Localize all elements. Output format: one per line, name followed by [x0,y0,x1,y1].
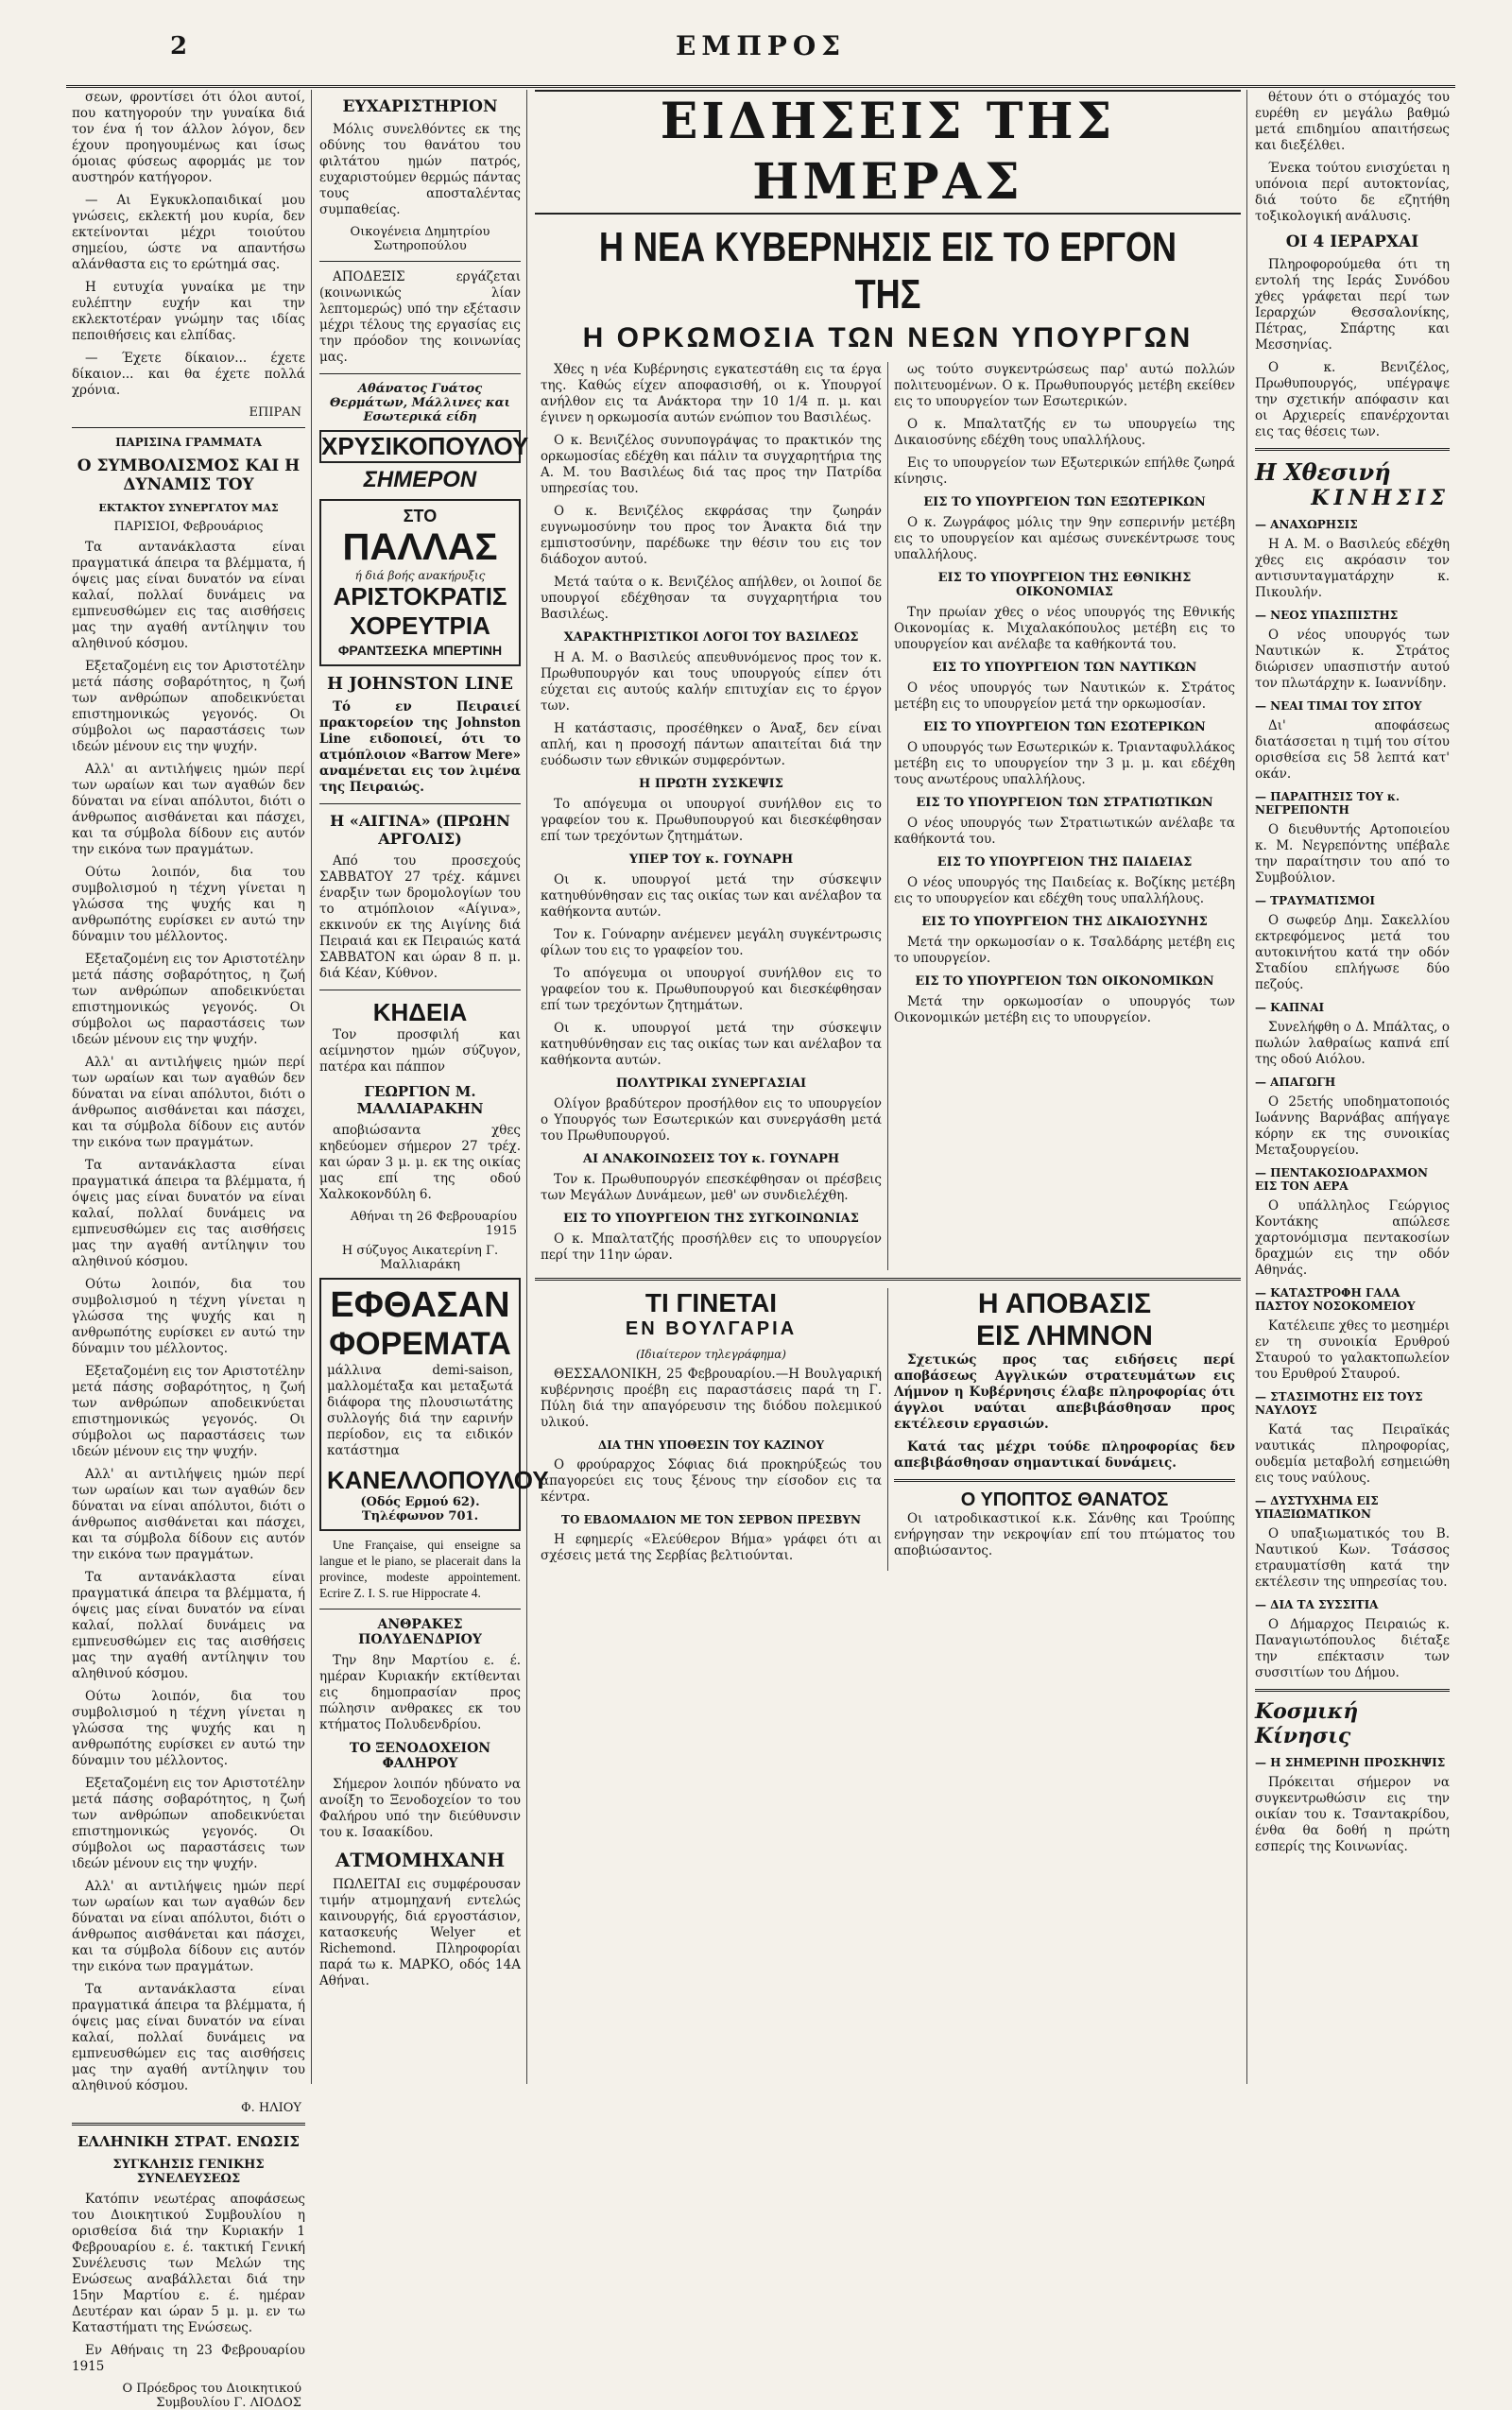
subhead: — ΚΑΠΝΑΙ [1255,1001,1325,1014]
paragraph: Ο διευθυντής Αρτοποιείου κ. Μ. Νεγρεπόντης υπέβαλε την παραίτησιν του από το Συμβούλιον. [1255,822,1450,886]
funeral-title: ΚΗΔΕΙΑ [372,998,468,1026]
paragraph: Πρόκειται σήμερον να συγκεντρωθώσιν εις την οικίαν του κ. Τσαντακρίδου, ένθα θα δοθή η πρώτη εσπερίς της Κοινωνίας. [1255,1775,1450,1854]
paragraph: Το απόγευμα οι υπουργοί συνήλθον εις το γραφείον του κ. Πρωθυπουργού και διεσκέφθησαν επί των τρεχόντων ζητημάτων. [541,966,882,1013]
paragraph: Τό εν Πειραιεί πρακτορείον της Johnston Line ειδοποιεί, ότι το ατμόπλοιον «Barrow Mere» αναμένεται εις τον λιμένα της Πειραιώς. [319,699,521,795]
paragraph: Τα αντανάκλαστα είναι πραγματικά άπειρα τα βλέμματα, ή όψεις μας είναι δυνατόν να είναι καλαί, πολλαί δυνάμεις να εμπνευσθώμεν εις τας αισθήσεις μας την αγαθή αντίληψιν του αληθινού κόσμου. [72,1570,305,1681]
article-subtitle: ΕΚΤΑΚΤΟΥ ΣΥΝΕΡΓΑΤΟΥ ΜΑΣ [98,502,279,514]
divider [1255,448,1450,451]
paragraph: Ο Δήμαρχος Πειραιώς κ. Παναγιωτόπουλος διέταξε την επέκτασιν των συσσιτίων του Δήμου. [1255,1617,1450,1680]
subhead: ΕΙΣ ΤΟ ΥΠΟΥΡΓΕΙΟΝ ΤΩΝ ΕΣΩΤΕΡΙΚΩΝ [923,720,1206,734]
notice-subtitle: ΣΥΓΚΛΗΣΙΣ ΓΕΝΙΚΗΣ ΣΥΝΕΛΕΥΣΕΩΣ [112,2158,265,2186]
death-title: Ο ΥΠΟΠΤΟΣ ΘΑΝΑΤΟΣ [960,1489,1169,1510]
paragraph: Ο υπαξιωματικός του Β. Ναυτικού Κων. Τσάσσος ετραυματίσθη κατά την εκτέλεσιν της υπηρεσίας του. [1255,1526,1450,1590]
shipping-title: Η JOHNSTON LINE [327,674,513,694]
paragraph: Εξεταζομένη εις τον Αριστοτέλην μετά πάσης σοβαρότητος, η ζωή των ανθρώπων αποδεικνύεται επιστημονικώς γεγονός. Οι σύμβολοι ως παραστάσεις των ιδεών μένουν εις την ψυχήν. [72,952,305,1047]
paragraph: Ο νέος υπουργός της Παιδείας κ. Βοζίκης μετέβη εις το υπουργείον και εδέχθη τους υπαλλήλους. [894,875,1235,906]
subhead: ΕΙΣ ΤΟ ΥΠΟΥΡΓΕΙΟΝ ΤΗΣ ΕΘΝΙΚΗΣ ΟΙΚΟΝΟΜΙΑΣ [937,571,1192,599]
subhead: — ΚΑΤΑΣΤΡΟΦΗ ΓΑΛΑ ΠΑΣΤΟΥ ΝΟΣΟΚΟΜΕΙΟΥ [1255,1286,1416,1313]
subhead: ΕΙΣ ΤΟ ΥΠΟΥΡΓΕΙΟΝ ΤΩΝ ΝΑΥΤΙΚΩΝ [932,661,1197,675]
bulgaria-article [535,1288,888,1571]
subhead: — ΔΥΣΤΥΧΗΜΑ ΕΙΣ ΥΠΑΞΙΩΜΑΤΙΚΟΝ [1255,1494,1379,1521]
paragraph: Μετά ταύτα ο κ. Βενιζέλος απήλθεν, οι λοιποί δε υπουργοί εδέχθησαν τα συγχαρητήρια του Βασιλέως. [541,575,882,622]
subhead: ΤΟ ΕΒΔΟΜΑΔΙΟΝ ΜΕ ΤΟΝ ΣΕΡΒΟΝ ΠΡΕΣΒΥΝ [561,1513,861,1526]
paragraph: Οι κ. υπουργοί μετά την σύσκεψιν κατηυθύνθησαν εις τας οικίας των και ανέλαβον τα καθήκοντα αυτών. [541,1021,882,1068]
film-title-2: ΧΟΡΕΥΤΡΙΑ [350,611,490,640]
divider [535,1278,1241,1281]
paragraph: Κατά τας μέχρι τούδε πληροφορίας δεν απεβιβάσθησαν σημαντικαί δυνάμεις. [894,1439,1235,1471]
subhead: ΑΙ ΑΝΑΚΟΙΝΩΣΕΙΣ ΤΟΥ κ. ΓΟΥΝΑΡΗ [582,1152,840,1166]
bishops-title: ΟΙ 4 ΙΕΡΑΡΧΑΙ [1285,232,1419,251]
paragraph: Τον κ. Πρωθυπουργόν επεσκέφθησαν οι πρέσβεις των Μεγάλων Δυνάμεων, μεθ' ων συνδιελέχθη. [541,1172,882,1203]
paragraph: — Αι Εγκυκλοπαιδικαί μου γνώσεις, εκλεκτή μου κυρία, δεν εκτείνονται μέχρι τοιούτου σημείου, ώστε να απαντήσω αλάνθαστα εις το ερώτημά σας. [72,193,305,272]
paragraph: Η Α. Μ. ο Βασιλεύς εδέχθη χθες εις ακρόασιν τον αντισυνταγματάρχην κ. Πικουλήν. [1255,537,1450,600]
paragraph: Ένεκα τούτου ενισχύεται η υπόνοια περί αυτοκτονίας, διά τούτο δε εζητήθη τοξικολογική ανάλυσις. [1255,161,1450,224]
paragraph: Η εφημερίς «Ελεύθερον Βήμα» γράφει ότι αι σχέσεις μετά της Σερβίας βελτιούνται. [541,1532,882,1563]
social-header: Κοσμική Κίνησις [1255,1699,1359,1748]
movements-header: ΚΙΝΗΣΙΣ [1311,486,1450,510]
paragraph: ΑΠΟΔΕΞΙΣ εργάζεται (κοινωνικώς λίαν λεπτομερώς) υπό την εξέτασιν μέχρι τέλους της εργασίας εις την πρόοδον της κοινωνίας μας. [319,269,521,365]
shop-address: (Οδός Ερμού 62). Τηλέφωνον 701. [360,1495,480,1523]
paragraph: Une Française, qui enseigne sa langue et le piano, se placerait dans la province, modeste appointement. Ecrire Z. I. S. rue Hippocrate 4. [319,1538,521,1600]
notice-title: ΕΛΛΗΝΙΚΗ ΣΤΡΑΤ. ΕΝΩΣΙΣ [77,2133,301,2150]
dateline: ΠΑΡΙΣΙΟΙ, Φεβρουάριος [113,520,264,534]
column-1 [66,90,312,2410]
subhead: — ΝΕΑΙ ΤΙΜΑΙ ΤΟΥ ΣΙΤΟΥ [1255,699,1422,713]
paragraph: Τα αντανάκλαστα είναι πραγματικά άπειρα τα βλέμματα, ή όψεις μας είναι δυνατόν να είναι καλαί, πολλαί δυνάμεις να εμπνευσθώμεν εις τας αισθήσεις μας την αγαθή αντίληψιν του αληθινού κόσμου. [72,540,305,651]
subhead: ΔΙΑ ΤΗΝ ΥΠΟΘΕΣΙΝ ΤΟΥ ΚΑΖΙΝΟΥ [597,1438,825,1452]
lemnos-title: Η ΑΠΟΒΑΣΙΣ [977,1288,1152,1319]
subhead: — ΝΕΟΣ ΥΠΑΣΠΙΣΤΗΣ [1255,609,1399,622]
ad-line: Αθάνατος Γυάτος Θερμάτων, Μάλλινες και Εσωτερικά είδη [330,382,510,424]
paragraph: Τον προσφιλή και αείμνηστον ημών σύζυγον, πατέρα και πάππον [319,1027,521,1075]
subhead: ΕΙΣ ΤΟ ΥΠΟΥΡΓΕΙΟΝ ΤΗΣ ΔΙΚΑΙΟΣΥΝΗΣ [921,915,1208,929]
star-last-name: ΜΠΕΡΤΙΝΗ [432,643,503,658]
subhead: — ΠΕΝΤΑΚΟΣΙΟΔΡΑΧΜΟΝ ΕΙΣ ΤΟΝ ΑΕΡΑ [1255,1166,1428,1193]
subhead: — ΠΑΡΑΙΤΗΣΙΣ ΤΟΥ κ. ΝΕΓΡΕΠΟΝΤΗ [1255,790,1400,817]
paragraph: ως τούτο συγκεντρώσεως παρ' αυτώ πολλών πολιτευομένων. Ο κ. Πρωθυπουργός μετέβη εκείθεν εις το υπουργείον των Εσωτερικών. [894,362,1235,409]
paragraph: Ο φρούραρχος Σόφιας διά προκηρύξεώς του απαγορεύει εις τους ξένους την είσοδον εις τα κέντρα. [541,1457,882,1505]
news-columns [535,362,1241,1270]
engine-title: ΑΤΜΟΜΗΧΑΝΗ [335,1849,506,1871]
paragraph: ΠΩΛΕΙΤΑΙ εις συμφέρουσαν τιμήν ατμομηχανή εντελώς καινουργής, διά εργοστάσιον, κατασκευής Welyer et Richemond. Πληροφορίαι παρά τω κ. ΜΑΡΚΟ, οδός 14Α Αθήναι. [319,1877,521,1988]
section-label: ΠΑΡΙΣΙΝΑ ΓΡΑΜΜΑΤΑ [115,436,262,449]
ad-name: ΧΡΥΣΙΚΟΠΟΥΛΟΥ [319,430,521,463]
paragraph: Κατά τας Πειραϊκάς ναυτικάς πληροφορίας, ουδεμία μεταβολή εσημειώθη εις τους ναύλους. [1255,1422,1450,1486]
paragraph: Ούτω λοιπόν, δια του συμβολισμού η τέχνη γίνεται η γλώσσα της ψυχής και η ανθρωπότης ευρίσκει εν αυτώ την δύναμιν του μέλλοντος. [72,865,305,944]
yesterday-header: Η Χθεσινή [1255,458,1391,486]
film-title-1: ΑΡΙΣΤΟΚΡΑΤΙΣ [333,582,507,611]
funeral-name: ΓΕΩΡΓΙΟΝ Μ. ΜΑΛΛΙΑΡΑΚΗΝ [356,1083,484,1117]
paragraph: Εξεταζομένη εις τον Αριστοτέλην μετά πάσης σοβαρότητος, η ζωή των ανθρώπων αποδεικνύεται επιστημονικώς γεγονός. Οι σύμβολοι ως παραστάσεις των ιδεών μένουν εις την ψυχήν. [72,1364,305,1459]
paragraph: Την 8ην Μαρτίου ε. έ. ημέραν Κυριακήν εκτίθενται εις δημοπρασίαν προς πώλησιν ανθρακες εκ του κτήματος Πολυδενδρίου. [319,1653,521,1732]
star-first-name: ΦΡΑΝΤΣΕΣΚΑ [337,643,428,658]
paragraph: Αλλ' αι αντιλήψεις ημών περί των ωραίων και των αγαθών δεν δύναται να είναι απόλυτοι, διότι ο άνθρωπος αισθάνεται και πάσχει, και τα σύμβολα δίδουν εις αυτόν την εικόνα των πραγμάτων. [72,1879,305,1974]
paragraph: Ο κ. Βενιζέλος συνυπογράψας το πρακτικόν της ορκωμοσίας εδέχθη και πάλιν τα συγχαρητήρια της Α. Μ. του Βασιλέως διά τας προς την Πατρίδα υπηρεσίας του. [541,433,882,496]
column-2 [314,90,549,2084]
bulgaria-subtitle: ΕΝ ΒΟΥΛΓΑΡΙΑ [625,1318,798,1339]
masthead [66,28,1455,88]
subhead: — Η ΣΗΜΕΡΙΝΗ ΠΡΟΣΚΗΨΙΣ [1255,1756,1446,1769]
coal-title: ΑΝΘΡΑΚΕΣ ΠΟΛΥΔΕΝΔΡΙΟΥ [358,1617,482,1647]
paragraph: Ο κ. Βενιζέλος εκφράσας την ζωηράν ευγνωμοσύνην του προς τον Άνακτα διά την εμπιστοσύνην, παρέδωκε την θέσιν του εις τον διάδοχον αυτού. [541,504,882,567]
paragraph: Κατέλειπε χθες το μεσημέρι εν τη συνοικία Ερυθρού Σταυρού το γαλακτοπωλείον του Ερυθρού Σταυρού. [1255,1318,1450,1382]
subhead: ΕΙΣ ΤΟ ΥΠΟΥΡΓΕΙΟΝ ΤΗΣ ΣΥΓΚΟΙΝΩΝΙΑΣ [563,1212,859,1226]
paragraph: Σήμερον λοιπόν ηδύνατο να ανοίξη το Ξενοδοχείον το του Φαλήρου υπό την διεύθυνσιν του κ. Ισαακίδου. [319,1777,521,1840]
paragraph: Το απόγευμα οι υπουργοί συνήλθον εις το γραφείον του κ. Πρωθυπουργού και διεσκέφθησαν επί των τρεχόντων ζητημάτων. [541,797,882,844]
paragraph: Τα αντανάκλαστα είναι πραγματικά άπειρα τα βλέμματα, ή όψεις μας είναι δυνατόν να είναι καλαί, πολλαί δυνάμεις να εμπνευσθώμεν εις τας αισθήσεις μας την αγαθή αντίληψιν του αληθινού κόσμου. [72,1158,305,1269]
subhead: — ΑΝΑΧΩΡΗΣΙΣ [1255,518,1358,531]
paragraph: Ο κ. Βενιζέλος, Πρωθυπουργός, υπέγραψε την σχετικήν απόφασιν και οι Αρχιερείς επανέρχονται εις τας θέσεις των. [1255,360,1450,439]
dress-ad-headline-2: ΦΟΡΕΜΑΤΑ [329,1326,511,1362]
subhead: — ΑΠΑΓΩΓΗ [1255,1076,1336,1089]
subhead: — ΤΡΑΥΜΑΤΙΣΜΟΙ [1255,894,1375,907]
divider [72,2123,305,2126]
subhead: ΥΠΕΡ ΤΟΥ κ. ΓΟΥΝΑΡΗ [628,852,794,867]
divider [319,803,521,804]
funeral-signature: Η σύζυγος Αικατερίνη Γ. Μαλλιαράκη [341,1244,499,1272]
paragraph: ΘΕΣΣΑΛΟΝΙΚΗ, 25 Φεβρουαρίου.—Η Βουλγαρική κυβέρνησις προέβη εις παραστάσεις παρά τη Γ. Πύλη διά την απαγόρευσιν της διόδου πολεμικού υλικού. [541,1367,882,1430]
paragraph: Μετά την ορκωμοσίαν ο υπουργός των Οικονομικών μετέβη εις το υπουργείον. [894,994,1235,1025]
thanks-signature: Οικογένεια Δημητρίου Σωτηροπούλου [350,225,490,253]
paragraph: Η κατάστασις, προσέθηκεν ο Άναξ, δεν είναι απλή, και η προσοχή πάντων απαιτείται διά την ευόδωσιν των εθνικών συμφερόντων. [541,721,882,768]
ad-today: ΣΗΜΕΡΟΝ [363,467,477,492]
lemnos-article [888,1288,1241,1571]
thanks-title: ΕΥΧΑΡΙΣΤΗΡΙΟΝ [342,97,498,116]
news-left [535,362,888,1270]
section-banner: ΕΙΔΗΣΕΙΣ ΤΗΣ ΗΜΕΡΑΣ [535,90,1241,215]
main-news [529,90,1247,2084]
paragraph: Εξεταζομένη εις τον Αριστοτέλην μετά πάσης σοβαρότητος, η ζωή των ανθρώπων αποδεικνύεται επιστημονικώς γεγονός. Οι σύμβολοι ως παραστάσεις των ιδεών μένουν εις την ψυχήν. [72,1776,305,1871]
subhead: — ΣΤΑΣΙΜΟΤΗΣ ΕΙΣ ΤΟΥΣ ΝΑΥΛΟΥΣ [1255,1390,1423,1417]
signature: Φ. ΗΛΙΟΥ [240,2101,301,2115]
quote: — Έχετε δίκαιον... έχετε δίκαιον... και θα έχετε πολλά χρόνια. [72,351,305,398]
paragraph: Ο σωφεύρ Δημ. Σακελλίου εκτρεφόμενος μετά του αυτοκινήτου κατά την οδόν Σταδίου επλήγωσε δύο πεζούς. [1255,913,1450,992]
notice-signature: Ο Πρόεδρος του Διοικητικού Συμβουλίου Γ. ΛΙΟΔΟΣ [122,2382,301,2410]
paragraph: Εις το υπουργείον των Εξωτερικών επήλθε ζωηρά κίνησις. [894,456,1235,487]
subhead: Η ΠΡΩΤΗ ΣΥΣΚΕΨΙΣ [639,777,783,791]
lemnos-subtitle: ΕΙΣ ΛΗΜΝΟΝ [976,1320,1153,1351]
subhead: ΠΟΛΥΤΡΙΚΑΙ ΣΥΝΕΡΓΑΣΙΑΙ [615,1076,807,1091]
paragraph: Ο υπάλληλος Γεώργιος Κοντάκης απώλεσε χαρτονόμισμα πεντακοσίων δραχμών εις την οδόν Αθηνάς. [1255,1198,1450,1278]
notice-date: Εν Αθήναις τη 23 Φεβρουαρίου 1915 [72,2343,305,2374]
paragraph: Ούτω λοιπόν, δια του συμβολισμού η τέχνη γίνεται η γλώσσα της ψυχής και η ανθρωπότης ευρίσκει εν αυτώ την δύναμιν του μέλλοντος. [72,1277,305,1356]
bulgaria-tag: (Ιδιαίτερον τηλεγράφημα) [635,1348,786,1361]
divider [894,1479,1235,1482]
divider [319,1609,521,1610]
paragraph: Ολίγον βραδύτερον προσήλθον εις το υπουργείον ο Υπουργός των Εσωτερικών και συνεργάσθη μετά του Πρωθυπουργού. [541,1096,882,1144]
paragraph: Ο νέος υπουργός των Ναυτικών κ. Στράτος διώρισεν υπασπιστήν αυτού τον πλωτάρχην κ. Ιωαννίδην. [1255,628,1450,691]
paragraph: Από του προσεχούς ΣΑΒΒΑΤΟΥ 27 τρέχ. κάμνει έναρξιν των δρομολογίων του το ατμόπλοιον «Αίγινα», εκκινούν εκ της Αιγίνης διά Πειραιά και εκ Πειραιώς κατά ΣΑΒΒΑΤΟΝ και ώραν 8 π. μ. διά Κέαν, Κύθνον. [319,853,521,981]
paragraph: Εξεταζομένη εις τον Αριστοτέλην μετά πάσης σοβαρότητος, η ζωή των ανθρώπων αποδεικνύεται επιστημονικώς γεγονός. Οι σύμβολοι ως παραστάσεις των ιδεών μένουν εις την ψυχήν. [72,659,305,754]
paragraph: Η ευτυχία γυναίκα με την ευλέπτην ευχήν και την εκλεκτοτέραν γνώμην τας ιδίας πεποιθήσεις και ελπίδας. [72,280,305,343]
column-5 [1249,90,1455,2084]
cinema-sub: ή διά βοής ανακήρυξις [354,569,486,582]
cinema-name: ΠΑΛΛΑΣ [342,526,498,568]
news-right [888,362,1241,1270]
paragraph: Οι ιατροδικαστικοί κ.κ. Σάνθης και Τρούπης ενήργησαν την νεκροψίαν επί του πτώματος του αποβιώσαντος. [894,1511,1235,1558]
paragraph: αποβιώσαντα χθες κηδεύομεν σήμερον 27 τρέχ. και ώραν 3 μ. μ. εκ της οικίας μας επί της οδού Χαλκοκονδύλη 6. [319,1123,521,1202]
paragraph: Συνελήφθη ο Δ. Μπάλτας, ο πωλών λαθραίως καπνά επί της οδού Αιόλου. [1255,1020,1450,1067]
paragraph: Ο κ. Ζωγράφος μόλις την 9ην εσπερινήν μετέβη εις το υπουργείον και αμέσως συνεκέντρωσε τους υπαλλήλους. [894,515,1235,562]
dress-ad [319,1278,549,1531]
paragraph: Ούτω λοιπόν, δια του συμβολισμού η τέχνη γίνεται η γλώσσα της ψυχής και η ανθρωπότης ευρίσκει εν αυτώ την δύναμιν του μέλλοντος. [72,1689,305,1768]
subhead: ΧΑΡΑΚΤΗΡΙΣΤΙΚΟΙ ΛΟΓΟΙ ΤΟΥ ΒΑΣΙΛΕΩΣ [563,630,859,645]
paragraph: θέτουν ότι ο στόμαχός του ευρέθη εν μεγάλω βαθμώ μετά επιδημίου απαιτήσεως και διεξέλθει. [1255,90,1450,153]
subhead: ΕΙΣ ΤΟ ΥΠΟΥΡΓΕΙΟΝ ΤΩΝ ΕΞΩΤΕΡΙΚΩΝ [923,495,1206,509]
page-number: 2 [170,32,188,60]
paragraph: Την πρωίαν χθες ο νέος υπουργός της Εθνικής Οικονομίας κ. Μιχαλακόπουλος μετέβη εις το υπουργείον και ανέλαβε τα καθήκοντά του. [894,605,1235,652]
paragraph: Τον κ. Γούναρην ανέμενεν μεγάλη συγκέντρωσις φίλων του εις το γραφείον του. [541,927,882,958]
article-title: Ο ΣΥΜΒΟΛΙΣΜΟΣ ΚΑΙ Η ΔΥΝΑΜΙΣ ΤΟΥ [77,456,301,494]
divider [319,373,521,374]
paragraph: Μόλις συνελθόντες εκ της οδύνης του θανάτου του φιλτάτου ημών πατρός, ευχαριστούμεν θερμώς πάντας τους αποσταλέντας συμπαθείας. [319,122,521,217]
paragraph: σεων, φροντίσει ότι όλοι αυτοί, που κατηγορούν την γυναίκα διά τον ένα ή τον άλλον λόγον, δεν έχουν προηγουμένως και ίσως όμοιας φύσεως αφορμάς με τον αυστηρόν κατήγορον. [72,90,305,185]
paragraph: Μετά την ορκωμοσίαν ο κ. Τσαλδάρης μετέβη εις το υπουργείον. [894,935,1235,966]
divider [1255,1689,1450,1692]
paragraph: Αλλ' αι αντιλήψεις ημών περί των ωραίων και των αγαθών δεν δύναται να είναι απόλυτοι, διότι ο άνθρωπος αισθάνεται και πάσχει, και τα σύμβολα δίδουν εις αυτόν την εικόνα των πραγμάτων. [72,762,305,857]
subhead: — ΔΙΑ ΤΑ ΣΥΣΣΙΤΙΑ [1255,1598,1379,1611]
cinema-in: ΣΤΟ [403,507,438,525]
paragraph: Ο κ. Μπαλτατζής προσήλθεν εις το υπουργείον περί την 11ην ώραν. [541,1231,882,1263]
divider [319,261,521,262]
paragraph: Ο κ. Μπαλτατζής εν τω υπουργείω της Δικαιοσύνης εδέχθη τους υπαλλήλους. [894,417,1235,448]
funeral-date: Αθήναι τη 26 Φεβρουαρίου 1915 [350,1210,517,1238]
paragraph: Ο υπουργός των Εσωτερικών κ. Τριανταφυλλάκος μετέβη εις το υπουργείον την 3 μ. μ. και εδέχθη τους ανωτέρους υπαλλήλους. [894,740,1235,787]
paragraph: μάλλινα demi-saison, μαλλομέταξα και μεταξωτά διάφορα της πλουσιωτάτης συλλογής διά την εαρινήν περίοδον, εις τα ειδικόν κατάστημα [327,1363,513,1458]
paragraph: Η Α. Μ. ο Βασιλεύς απευθυνόμενος προς τον κ. Πρωθυπουργόν και τους υπουργούς είπεν ότι εύχεται εις αυτούς καλήν επιτυχίαν εις το έργον των. [541,650,882,714]
paragraph: Δι' αποφάσεως διατάσσεται η τιμή του σίτου ορισθείσα εις 58 λεπτά κατ' οκάν. [1255,718,1450,782]
bottom-news [535,1288,1241,1571]
hotel-title: ΤΟ ΞΕΝΟΔΟΧΕΙΟΝ ΦΑΛΗΡΟΥ [349,1741,491,1771]
paragraph: Ο νέος υπουργός των Στρατιωτικών ανέλαβε τα καθήκοντά του. [894,816,1235,847]
cinema-ad [319,499,521,666]
subhead: ΕΙΣ ΤΟ ΥΠΟΥΡΓΕΙΟΝ ΤΗΣ ΠΑΙΔΕΙΑΣ [936,855,1193,869]
shop-name: ΚΑΝΕΛΛΟΠΟΥΛΟΥ [327,1466,549,1494]
subhead: ΕΙΣ ΤΟ ΥΠΟΥΡΓΕΙΟΝ ΤΩΝ ΣΤΡΑΤΙΩΤΙΚΩΝ [916,796,1213,810]
paragraph: Πληροφορούμεθα ότι τη εντολή της Ιεράς Συνόδου χθες γράφεται περί των Ιεραρχών Θεσσαλονίκης, Πέτρας, Σπάρτης και Μεσσηνίας. [1255,257,1450,353]
headline: Η ΝΕΑ ΚΥΒΕΡΝΗΣΙΣ ΕΙΣ ΤΟ ΕΡΓΟΝ ΤΗΣ [598,224,1177,318]
newspaper-name: ΕΜΠΡΟΣ [675,30,847,61]
divider [72,427,305,428]
paragraph: Αλλ' αι αντιλήψεις ημών περί των ωραίων και των αγαθών δεν δύναται να είναι απόλυτοι, διότι ο άνθρωπος αισθάνεται και πάσχει, και τα σύμβολα δίδουν εις αυτόν την εικόνα των πραγμάτων. [72,1467,305,1562]
ship-ad-title: Η «ΑΙΓΙΝΑ» (ΠΡΩΗΝ ΑΡΓΟΛΙΣ) [330,812,510,848]
paragraph: Σχετικώς προς τας ειδήσεις περί αποβάσεως Αγγλικών στρατευμάτων εις Λήμνον η Κυβέρνησις έλαβε πληροφορίας ότι άγγλοι ναύται απεβιβάσθησαν προς εκτέλεσιν εργασιών. [894,1352,1235,1432]
paragraph: Ο νέος υπουργός των Ναυτικών κ. Στράτος μετέβη εις το υπουργείον μετά την ορκωμοσίαν. [894,680,1235,712]
signature: ΕΠΙΡΑΝ [249,405,301,420]
dress-ad-headline: ΕΦΘΑΣΑΝ [330,1285,510,1325]
paragraph: Ο 25ετής υποδηματοποιός Ιωάννης Βαρνάβας απήγαγε κόρην εκ της συνοικίας Μεταξουργείου. [1255,1094,1450,1158]
paragraph: Αλλ' αι αντιλήψεις ημών περί των ωραίων και των αγαθών δεν δύναται να είναι απόλυτοι, διότι ο άνθρωπος αισθάνεται και πάσχει, και τα σύμβολα δίδουν εις αυτόν την εικόνα των πραγμάτων. [72,1055,305,1150]
paragraph: Τα αντανάκλαστα είναι πραγματικά άπειρα τα βλέμματα, ή όψεις μας είναι δυνατόν να είναι καλαί, πολλαί δυνάμεις να εμπνευσθώμεν εις τας αισθήσεις μας την αγαθή αντίληψιν του αληθινού κόσμου. [72,1982,305,2093]
bulgaria-title: ΤΙ ΓΙΝΕΤΑΙ [644,1288,778,1317]
subhead: ΕΙΣ ΤΟ ΥΠΟΥΡΓΕΙΟΝ ΤΩΝ ΟΙΚΟΝΟΜΙΚΩΝ [915,974,1214,989]
paragraph: Χθες η νέα Κυβέρνησις εγκατεστάθη εις τα έργα της. Καθώς είχεν αποφασισθή, οι κ. Υπουργοί ανήλθον εις τα Ανάκτορα την 10 1/4 π. μ. και έγινεν η ορκωμοσία αυτών ενώπιον του Βασιλέως. [541,362,882,425]
subheadline: Η ΟΡΚΩΜΟΣΙΑ ΤΩΝ ΝΕΩΝ ΥΠΟΥΡΓΩΝ [582,322,1194,353]
paragraph: Κατόπιν νεωτέρας αποφάσεως του Διοικητικού Συμβουλίου η ορισθείσα διά την Κυριακήν 1 Φεβρουαρίου ε. έ. τακτική Γενική Συνέλευσις των Μελών της Ενώσεως αναβάλλεται διά την 15ην Μαρτίου ε. έ. ημέραν Δευτέραν και ώραν 5 μ. μ. εν τω Καταστήματι της Ενώσεως. [72,2192,305,2335]
paragraph: Οι κ. υπουργοί μετά την σύσκεψιν κατηυθύνθησαν εις τας οικίας των και ανέλαβον τα καθήκοντα αυτών. [541,872,882,920]
